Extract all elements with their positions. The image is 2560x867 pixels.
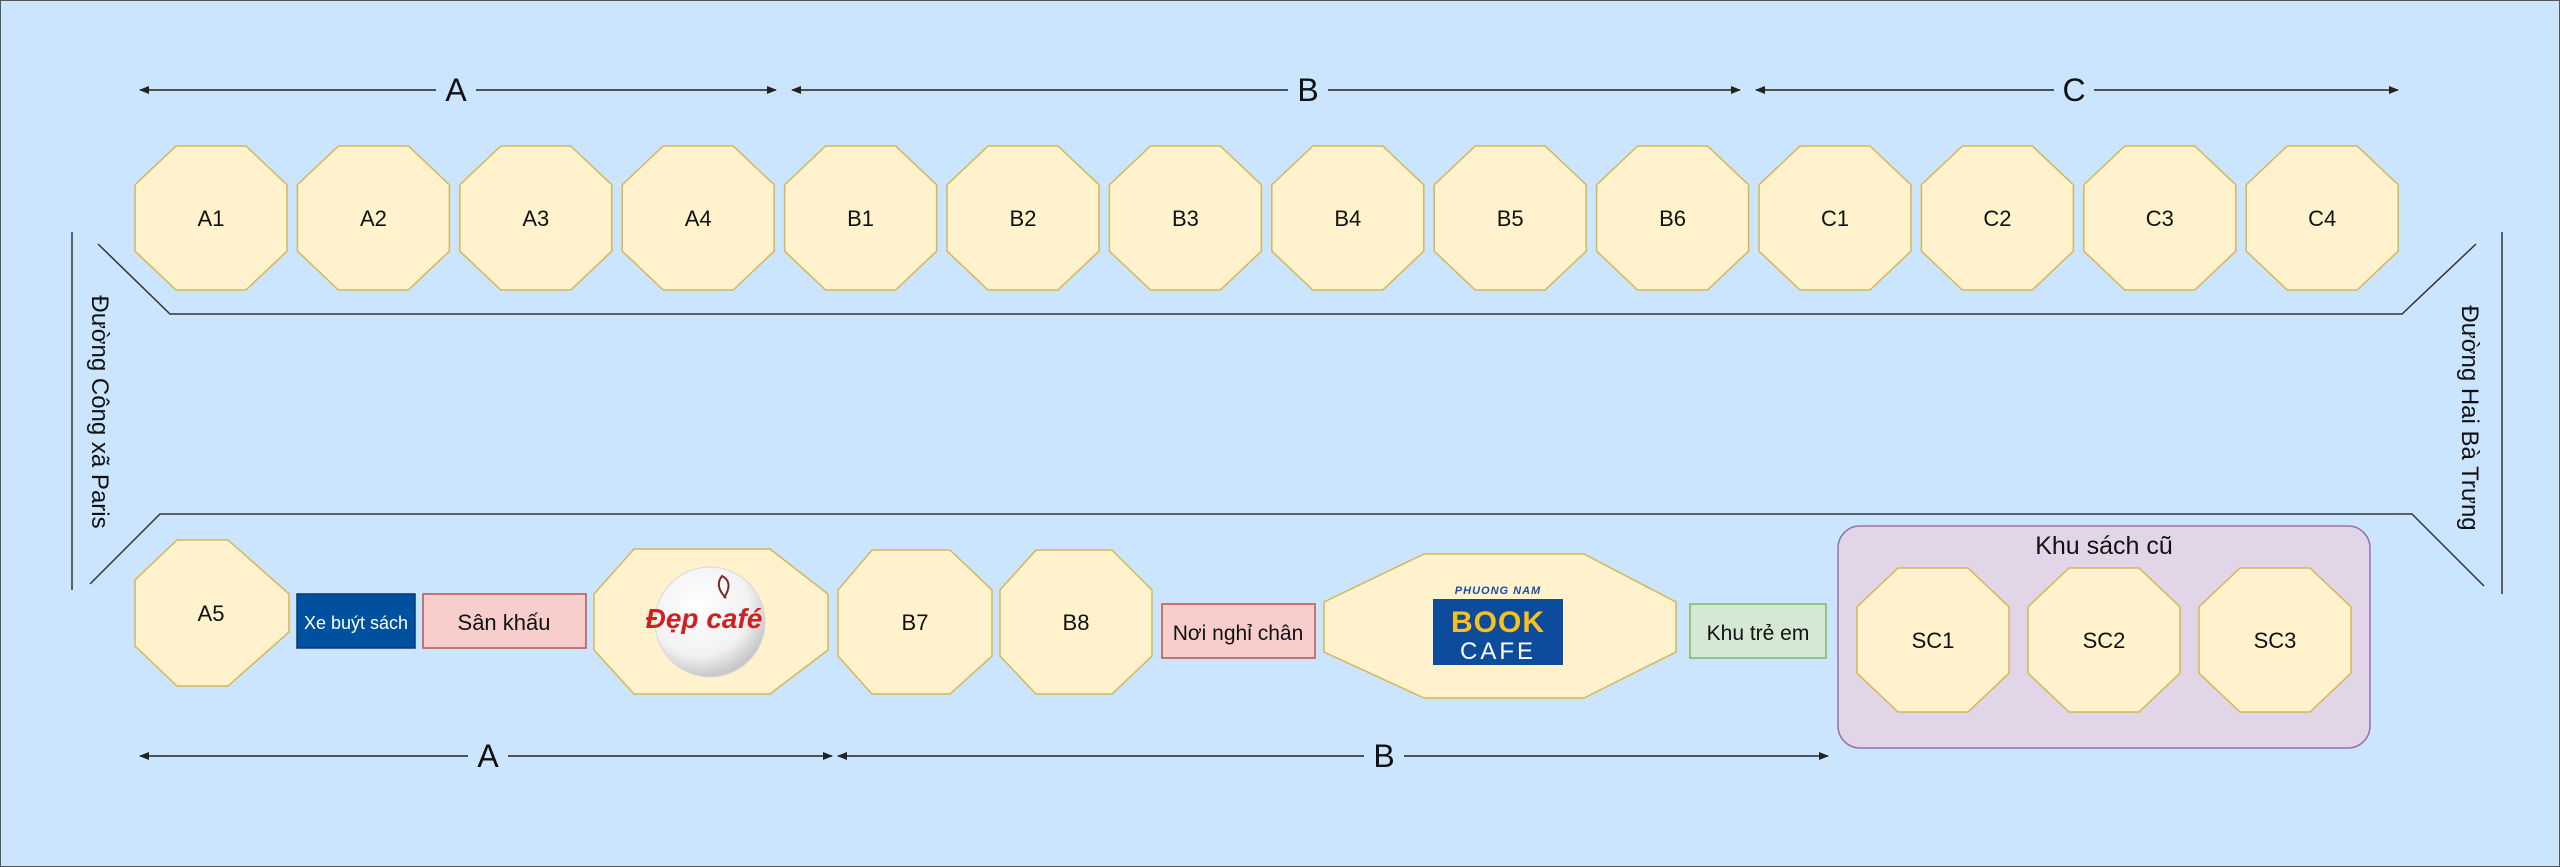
old-books-title: Khu sách cũ xyxy=(2035,532,2173,560)
booth-a5-label: A5 xyxy=(197,601,225,626)
kids-area-label: Khu trẻ em xyxy=(1706,622,1810,645)
dep-cafe-booth[interactable] xyxy=(594,549,828,694)
booth-b3[interactable] xyxy=(1109,146,1261,290)
section-b-label: B xyxy=(1297,72,1319,108)
booth-b2-label: B2 xyxy=(1009,206,1037,231)
booth-b7-label: B7 xyxy=(901,610,929,635)
booth-b7[interactable] xyxy=(838,550,992,694)
booth-sc3-label: SC3 xyxy=(2253,628,2297,653)
booth-b1-label: B1 xyxy=(847,206,875,231)
booth-b3-label: B3 xyxy=(1171,206,1199,231)
booth-b6[interactable] xyxy=(1597,146,1749,290)
booth-sc1[interactable] xyxy=(1857,568,2009,712)
booth-c1-label: C1 xyxy=(1820,206,1850,231)
bottom-section-a-label: A xyxy=(477,738,499,774)
booth-c4[interactable] xyxy=(2246,146,2398,290)
booth-b1[interactable] xyxy=(785,146,937,290)
left-street-label: Đường Công xã Paris xyxy=(86,295,113,529)
booth-a1-label: A1 xyxy=(197,206,225,231)
booth-a4[interactable] xyxy=(622,146,774,290)
booth-b5[interactable] xyxy=(1434,146,1586,290)
booth-c3[interactable] xyxy=(2084,146,2236,290)
section-c-label: C xyxy=(2062,72,2086,108)
booth-sc2[interactable] xyxy=(2028,568,2180,712)
booth-a4-label: A4 xyxy=(684,206,712,231)
old-books-zone[interactable] xyxy=(1838,526,2370,748)
stage[interactable] xyxy=(423,594,586,648)
old-books-booths xyxy=(1857,568,2351,712)
booth-sc2-label: SC2 xyxy=(2082,628,2126,653)
section-a-label: A xyxy=(445,72,467,108)
booth-sc3[interactable] xyxy=(2199,568,2351,712)
book-bus[interactable] xyxy=(297,594,415,648)
book-bus-label: Xe buýt sách xyxy=(303,613,409,633)
dep-cafe-logo-text: Đẹp café xyxy=(645,603,763,634)
booth-b6-label: B6 xyxy=(1659,206,1687,231)
booth-b8-label: B8 xyxy=(1062,610,1090,635)
booth-a2[interactable] xyxy=(297,146,449,290)
rest-area-label: Nơi nghỉ chân xyxy=(1172,622,1304,645)
rest-area[interactable] xyxy=(1162,604,1315,658)
book-cafe-brand: PHUONG NAM xyxy=(1454,585,1542,597)
booth-c4-label: C4 xyxy=(2308,206,2337,231)
booth-sc1-label: SC1 xyxy=(1911,628,1955,653)
booth-c2[interactable] xyxy=(1921,146,2073,290)
bottom-section-b-label: B xyxy=(1373,738,1395,774)
booth-b8[interactable] xyxy=(1000,550,1152,694)
book-cafe-word1: BOOK xyxy=(1451,606,1545,639)
booth-a1[interactable] xyxy=(135,146,287,290)
booth-a3-label: A3 xyxy=(522,206,550,231)
booth-b4-label: B4 xyxy=(1334,206,1362,231)
booth-b2[interactable] xyxy=(947,146,1099,290)
stage-label: Sân khấu xyxy=(457,610,551,635)
booth-b4[interactable] xyxy=(1272,146,1424,290)
booth-a2-label: A2 xyxy=(359,206,387,231)
booth-c3-label: C3 xyxy=(2145,206,2174,231)
booth-c2-label: C2 xyxy=(1983,206,2012,231)
right-street-label: Đường Hai Bà Trưng xyxy=(2456,305,2483,531)
book-cafe-word2: CAFE xyxy=(1459,638,1537,665)
booth-b5-label: B5 xyxy=(1496,206,1524,231)
booth-a3[interactable] xyxy=(460,146,612,290)
kids-area[interactable] xyxy=(1690,604,1826,658)
booth-c1[interactable] xyxy=(1759,146,1911,290)
